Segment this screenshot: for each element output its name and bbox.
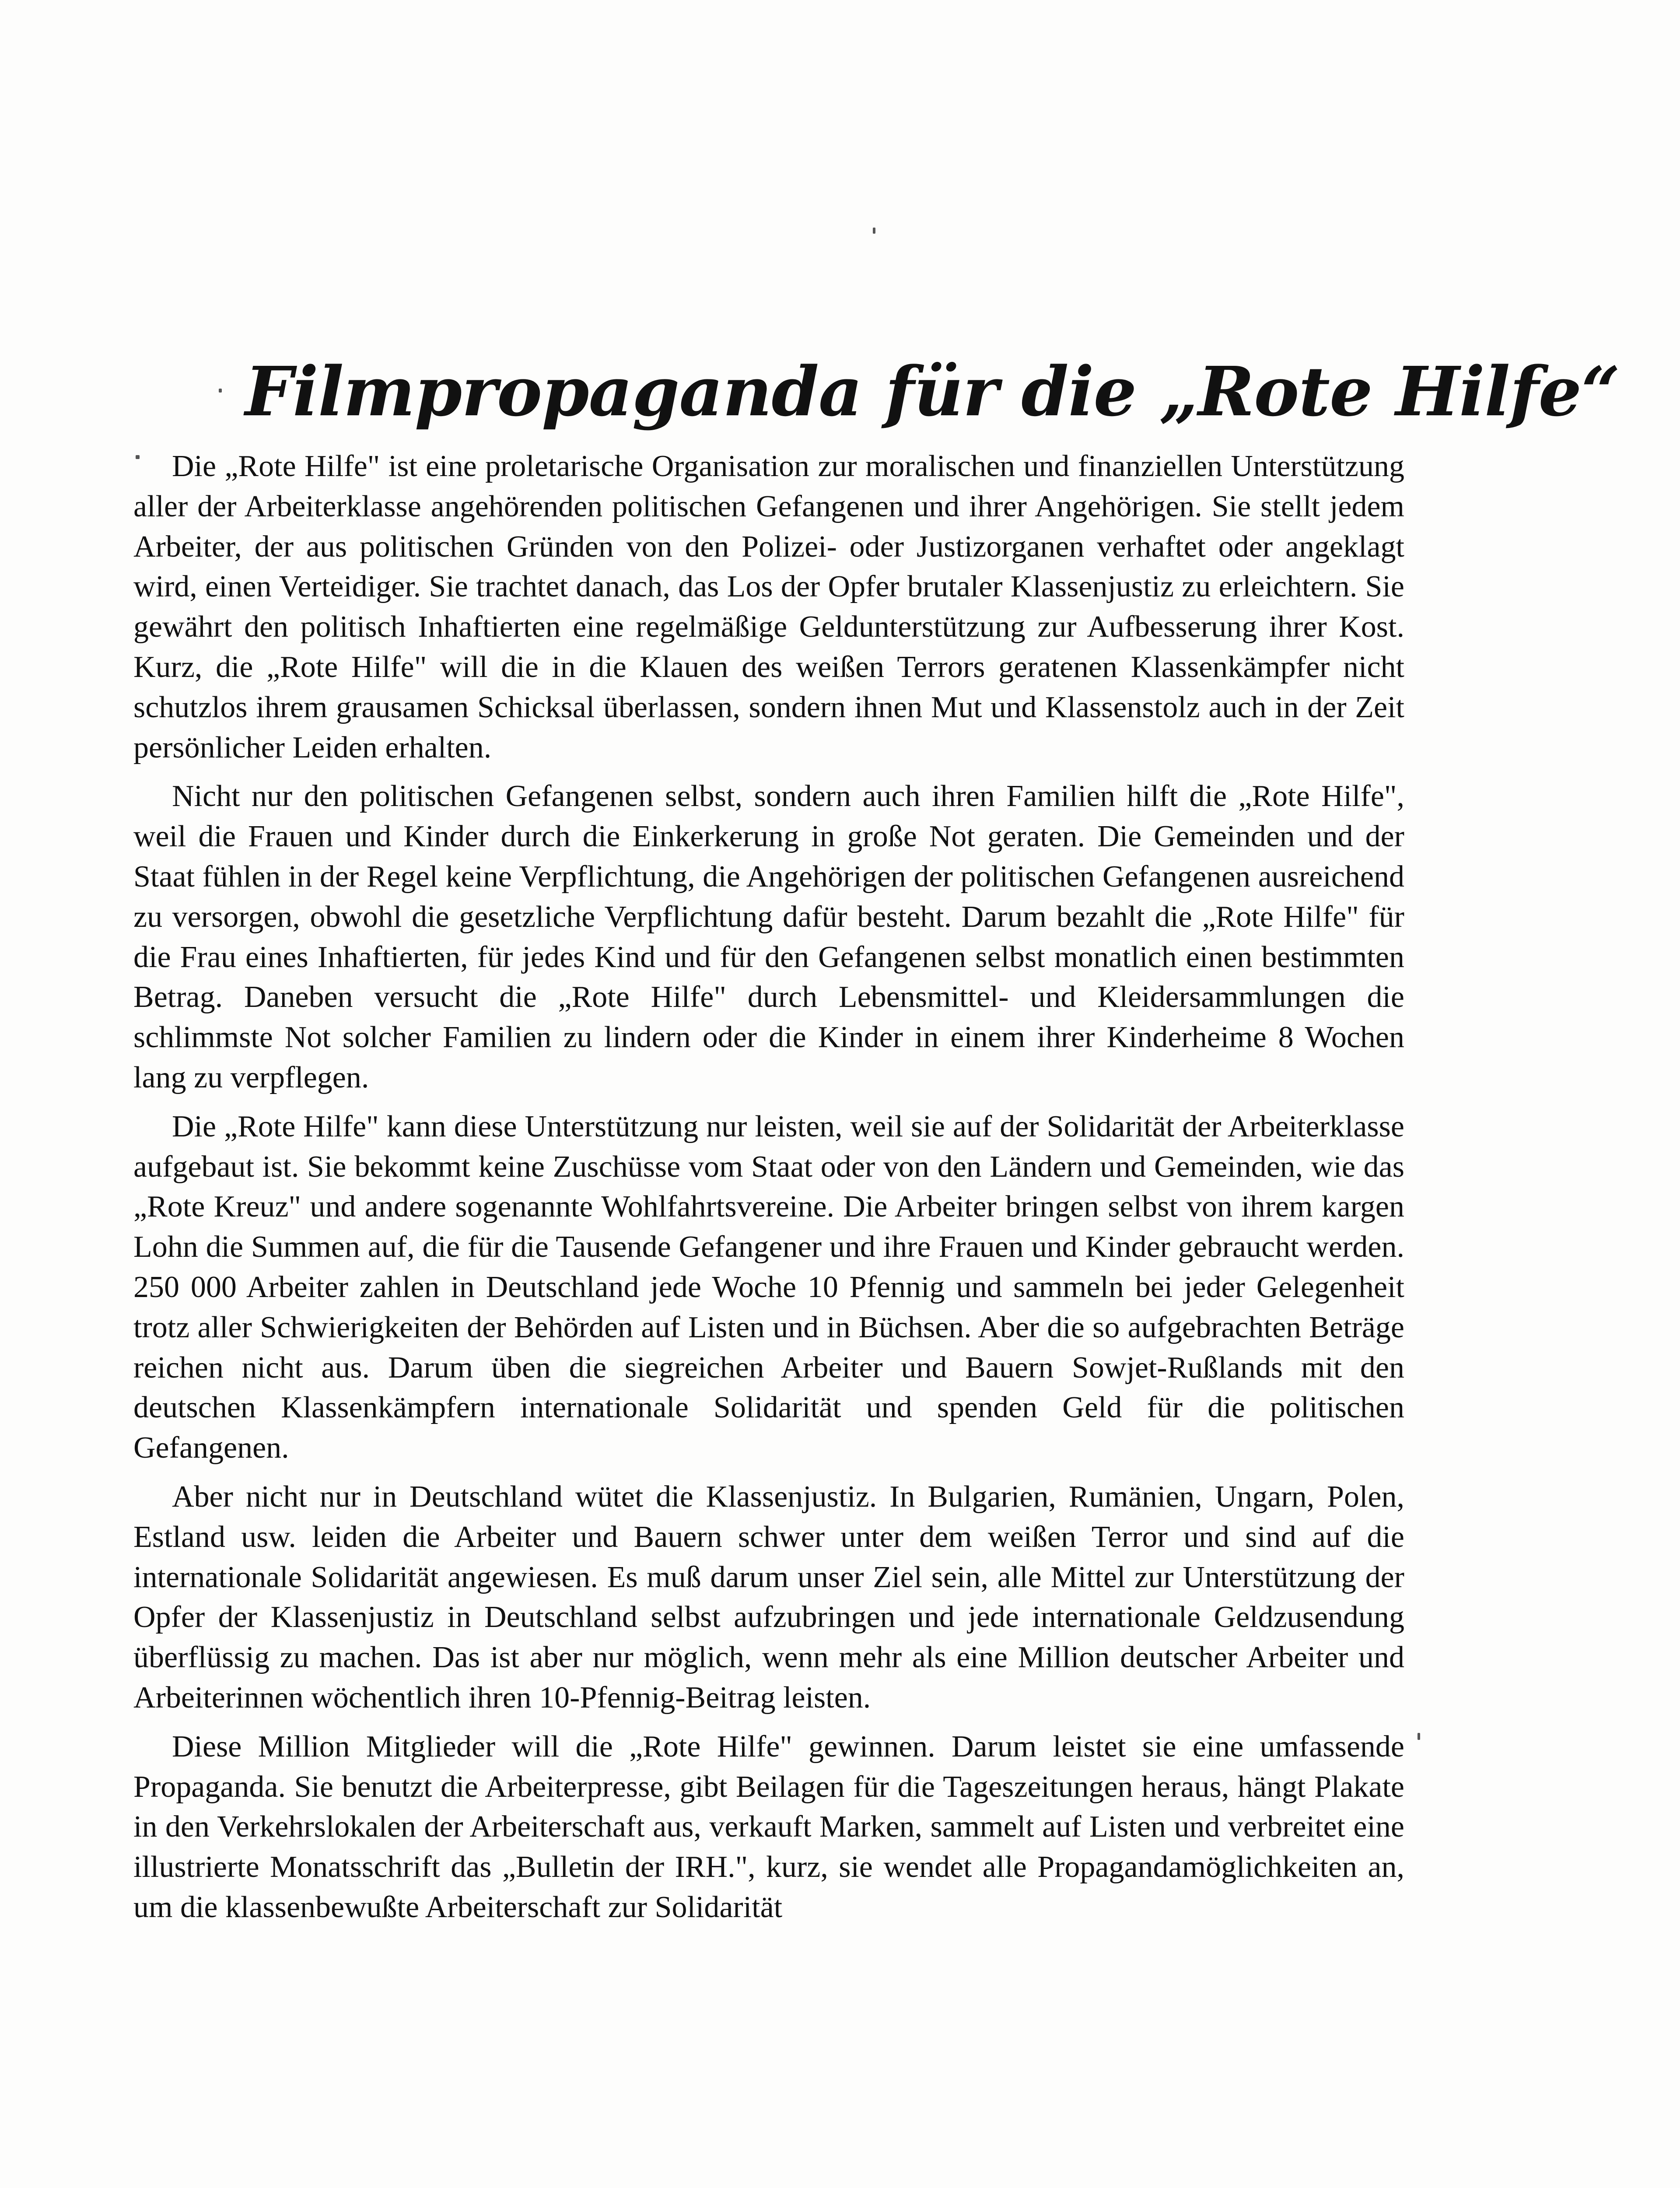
- paragraph: Die „Rote Hilfe" ist eine proletarische Organisation zur moralischen und finanziellen Unterstützung aller der Arbeiterklasse angehörenden politischen Gefangenen und ihrer Angehörigen. Sie stellt jedem Arbeiter, der aus politischen Gründen von den Polizei- oder Justizorganen verhaftet oder angeklagt wird, einen Verteidiger. Sie trachtet danach, das Los der Opfer brutaler Klassenjustiz zu erleichtern. Sie gewährt den politisch Inhaftierten eine regelmäßige Geldunterstützung zur Aufbesserung ihrer Kost. Kurz, die „Rote Hilfe" will die in die Klauen des weißen Terrors geratenen Klassenkämpfer nicht schutzlos ihrem grausamen Schicksal überlassen, sondern ihnen Mut und Klassenstolz auch in der Zeit persönlicher Leiden erhalten.: [133, 449, 1404, 764]
- scan-speck: [1418, 1733, 1420, 1740]
- paragraph: Die „Rote Hilfe" kann diese Unterstützung nur leisten, weil sie auf der Solidarität der Arbeiterklasse aufgebaut ist. Sie bekommt keine Zuschüsse vom Staat oder von den Ländern und Gemeinden, wie das „Rote Kreuz" und andere sogenannte Wohlfahrtsvereine. Die Arbeiter bringen selbst von ihrem kargen Lohn die Summen auf, die für die Tausende Gefangener und ihre Frauen und Kinder gebraucht werden. 250 000 Arbeiter zahlen in Deutschland jede Woche 10 Pfennig und sammeln bei jeder Gelegenheit trotz aller Schwierigkeiten der Behörden auf Listen und in Büchsen. Aber die so aufgebrachten Beträge reichen nicht aus. Darum üben die siegreichen Arbeiter und Bauern Sowjet-Rußlands mit den deutschen Klassenkämpfern internationale Solidarität und spenden Geld für die politischen Gefangenen.: [133, 1109, 1404, 1465]
- article-title: Filmpropaganda für die „Rote Hilfe“: [245, 351, 1620, 431]
- scan-speck: [873, 228, 875, 234]
- scan-speck: [219, 389, 222, 393]
- paragraph: Diese Million Mitglieder will die „Rote Hilfe" gewinnen. Darum leistet sie eine umfassende Propaganda. Sie benutzt die Arbeiterpresse, gibt Beilagen für die Tageszeitungen heraus, hängt Plakate in den Verkehrslokalen der Arbeiterschaft aus, verkauft Marken, sammelt auf Listen und verbreitet eine illustrierte Monatsschrift das „Bulletin der IRH.", kurz, sie wendet alle Propagandamöglichkeiten an, um die klassenbewußte Arbeiterschaft zur Solidarität: [133, 1729, 1404, 1924]
- article-body: [133, 446, 1404, 1936]
- paragraph: Nicht nur den politischen Gefangenen selbst, sondern auch ihren Familien hilft die „Rote Hilfe", weil die Frauen und Kinder durch die Einkerkerung in große Not geraten. Die Gemeinden und der Staat fühlen in der Regel keine Verpflichtung, die Angehörigen der politischen Gefangenen ausreichend zu versorgen, obwohl die gesetzliche Verpflichtung dafür besteht. Darum bezahlt die „Rote Hilfe" für die Frau eines Inhaftierten, für jedes Kind und für den Gefangenen selbst monatlich einen bestimmten Betrag. Daneben versucht die „Rote Hilfe" durch Lebensmittel- und Kleidersammlungen die schlimmste Not solcher Familien zu lindern oder die Kinder in einem ihrer Kinderheime 8 Wochen lang zu verpflegen.: [133, 779, 1404, 1094]
- paragraph: Aber nicht nur in Deutschland wütet die Klassenjustiz. In Bulgarien, Rumänien, Ungarn, Polen, Estland usw. leiden die Arbeiter und Bauern schwer unter dem weißen Terror und sind auf die internationale Solidarität angewiesen. Es muß darum unser Ziel sein, alle Mittel zur Unterstützung der Opfer der Klassenjustiz in Deutschland selbst aufzubringen und jede internationale Geldzusendung überflüssig zu machen. Das ist aber nur möglich, wenn mehr als eine Million deutscher Arbeiter und Arbeiterinnen wöchentlich ihren 10-Pfennig-Beitrag leisten.: [133, 1480, 1404, 1715]
